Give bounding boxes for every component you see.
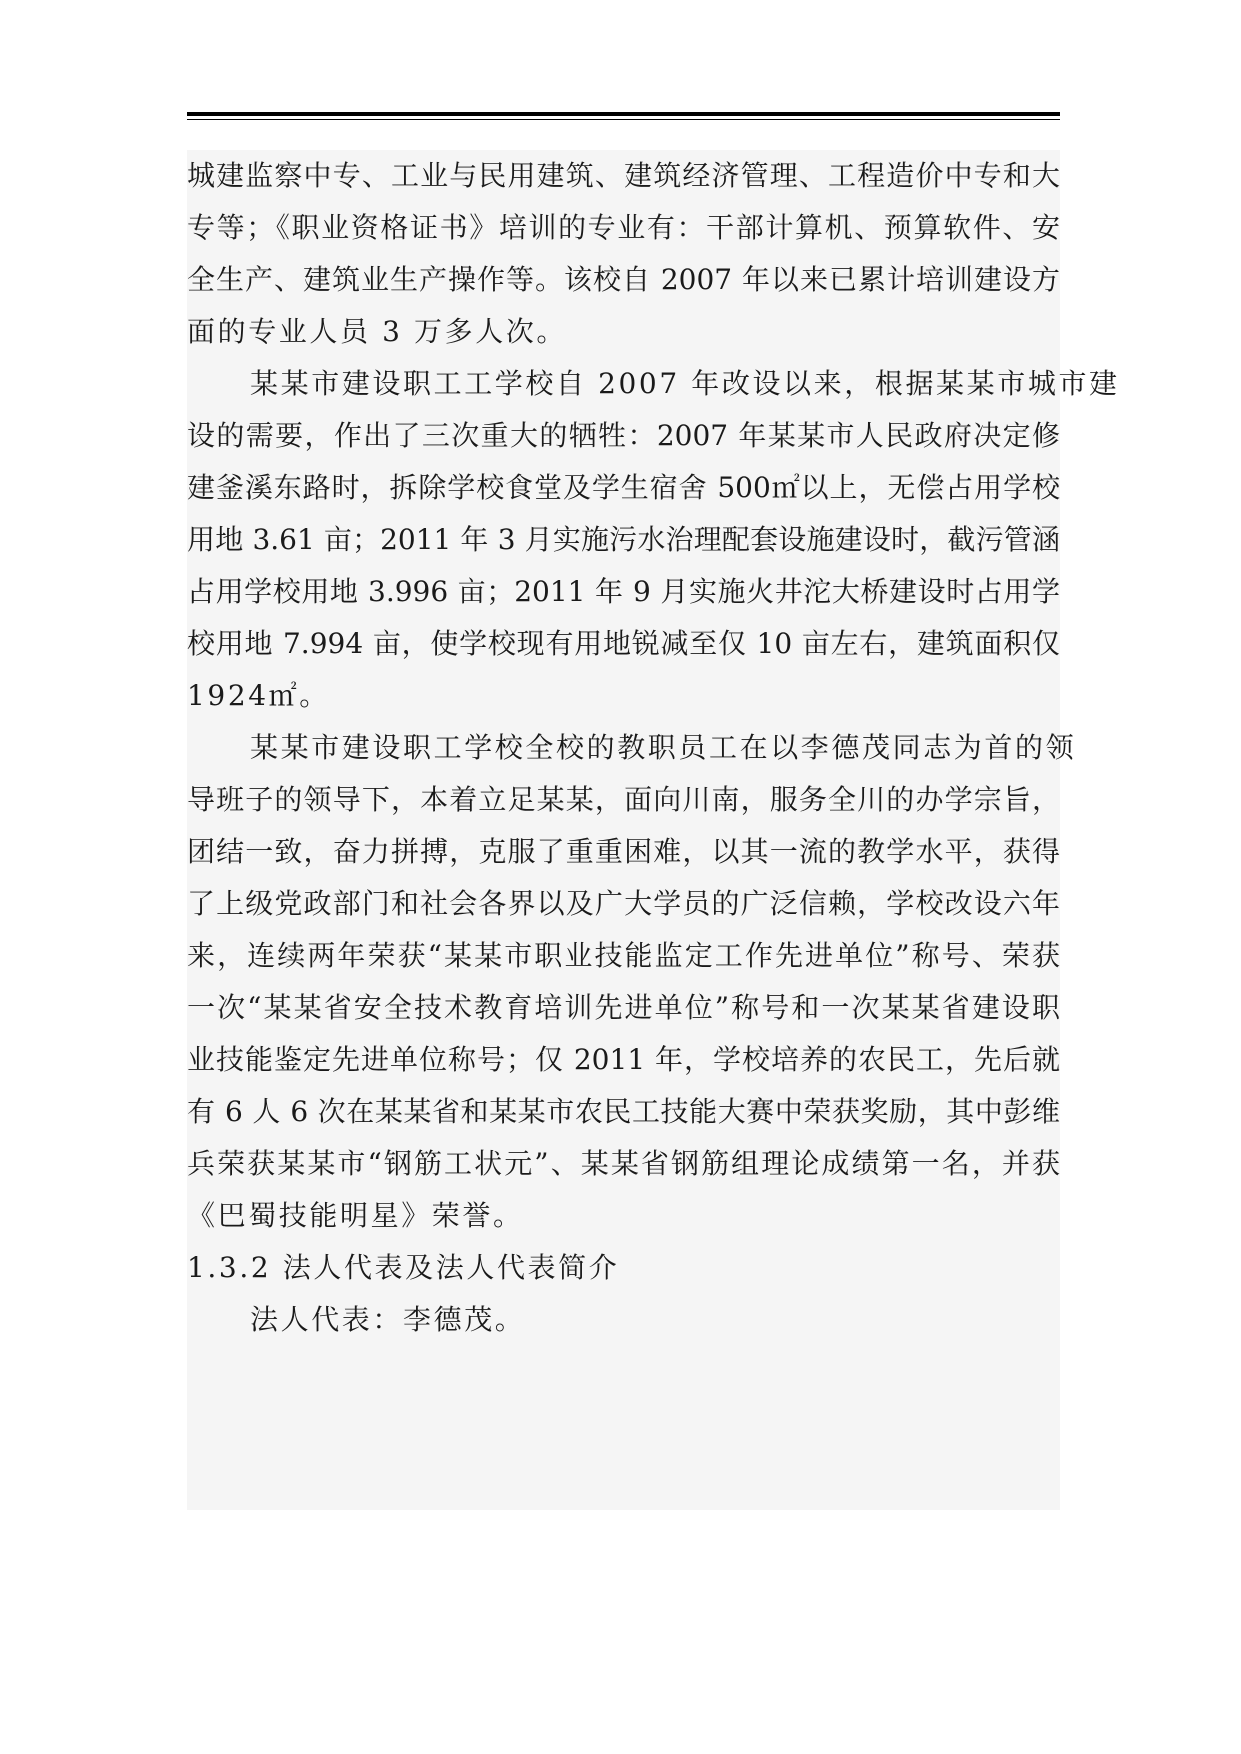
paragraph-3-line-1: 某某市建设职工学校全校的教职员工在以李德茂同志为首的领 [250,731,1077,764]
paragraph-3-line-3: 团结一致，奋力拼搏，克服了重重困难，以其一流的教学水平，获得 [187,835,1060,868]
paragraph-3-line-10: 《巴蜀技能明星》荣誉。 [187,1199,524,1232]
paragraph-2-line-3: 建釜溪东路时，拆除学校食堂及学生宿舍 500㎡以上，无偿占用学校 [187,471,1060,504]
paragraph-2-line-7: 1924㎡。 [187,679,330,712]
paragraph-1-line-4: 面的专业人员 3 万多人次。 [187,315,568,348]
paragraph-3-line-5: 来，连续两年荣获“某某市职业技能监定工作先进单位”称号、荣获 [187,939,1060,972]
paragraph-3-line-8: 有 6 人 6 次在某某省和某某市农民工技能大赛中荣获奖励，其中彭维 [187,1095,1060,1128]
document-body [187,150,1120,1510]
paragraph-3-line-6: 一次“某某省安全技术教育培训先进单位”称号和一次某某省建设职 [187,991,1060,1024]
paragraph-1-line-1: 城建监察中专、工业与民用建筑、建筑经济管理、工程造价中专和大 [187,159,1060,192]
section-heading: 1.3.2 法人代表及法人代表简介 [187,1251,620,1284]
paragraph-3-line-2: 导班子的领导下，本着立足某某，面向川南，服务全川的办学宗旨， [187,783,1060,816]
paragraph-2-line-2: 设的需要，作出了三次重大的牺牲：2007 年某某市人民政府决定修 [187,419,1060,452]
paragraph-3-line-9: 兵荣获某某市“钢筋工状元”、某某省钢筋组理论成绩第一名，并获 [187,1147,1060,1180]
paragraph-2-line-6: 校用地 7.994 亩，使学校现有用地锐减至仅 10 亩左右，建筑面积仅 [187,627,1060,660]
paragraph-1-line-2: 专等；《职业资格证书》培训的专业有：干部计算机、预算软件、安 [187,211,1060,244]
paragraph-1-line-3: 全生产、建筑业生产操作等。该校自 2007 年以来已累计培训建设方 [187,263,1060,296]
header-double-rule [187,112,1060,120]
paragraph-3-line-7: 业技能鉴定先进单位称号；仅 2011 年，学校培养的农民工，先后就 [187,1043,1060,1076]
paragraph-3-line-4: 了上级党政部门和社会各界以及广大学员的广泛信赖，学校改设六年 [187,887,1060,920]
paragraph-2-line-4: 用地 3.61 亩；2011 年 3 月实施污水治理配套设施建设时，截污管涵 [187,523,1060,556]
legal-representative-line: 法人代表：李德茂。 [250,1303,526,1336]
paragraph-2-line-5: 占用学校用地 3.996 亩；2011 年 9 月实施火井沱大桥建设时占用学 [187,575,1060,608]
header-rule-thin [187,119,1060,120]
paragraph-2-line-1: 某某市建设职工工学校自 2007 年改设以来，根据某某市城市建 [250,367,1120,400]
header-rule-thick [187,112,1060,116]
